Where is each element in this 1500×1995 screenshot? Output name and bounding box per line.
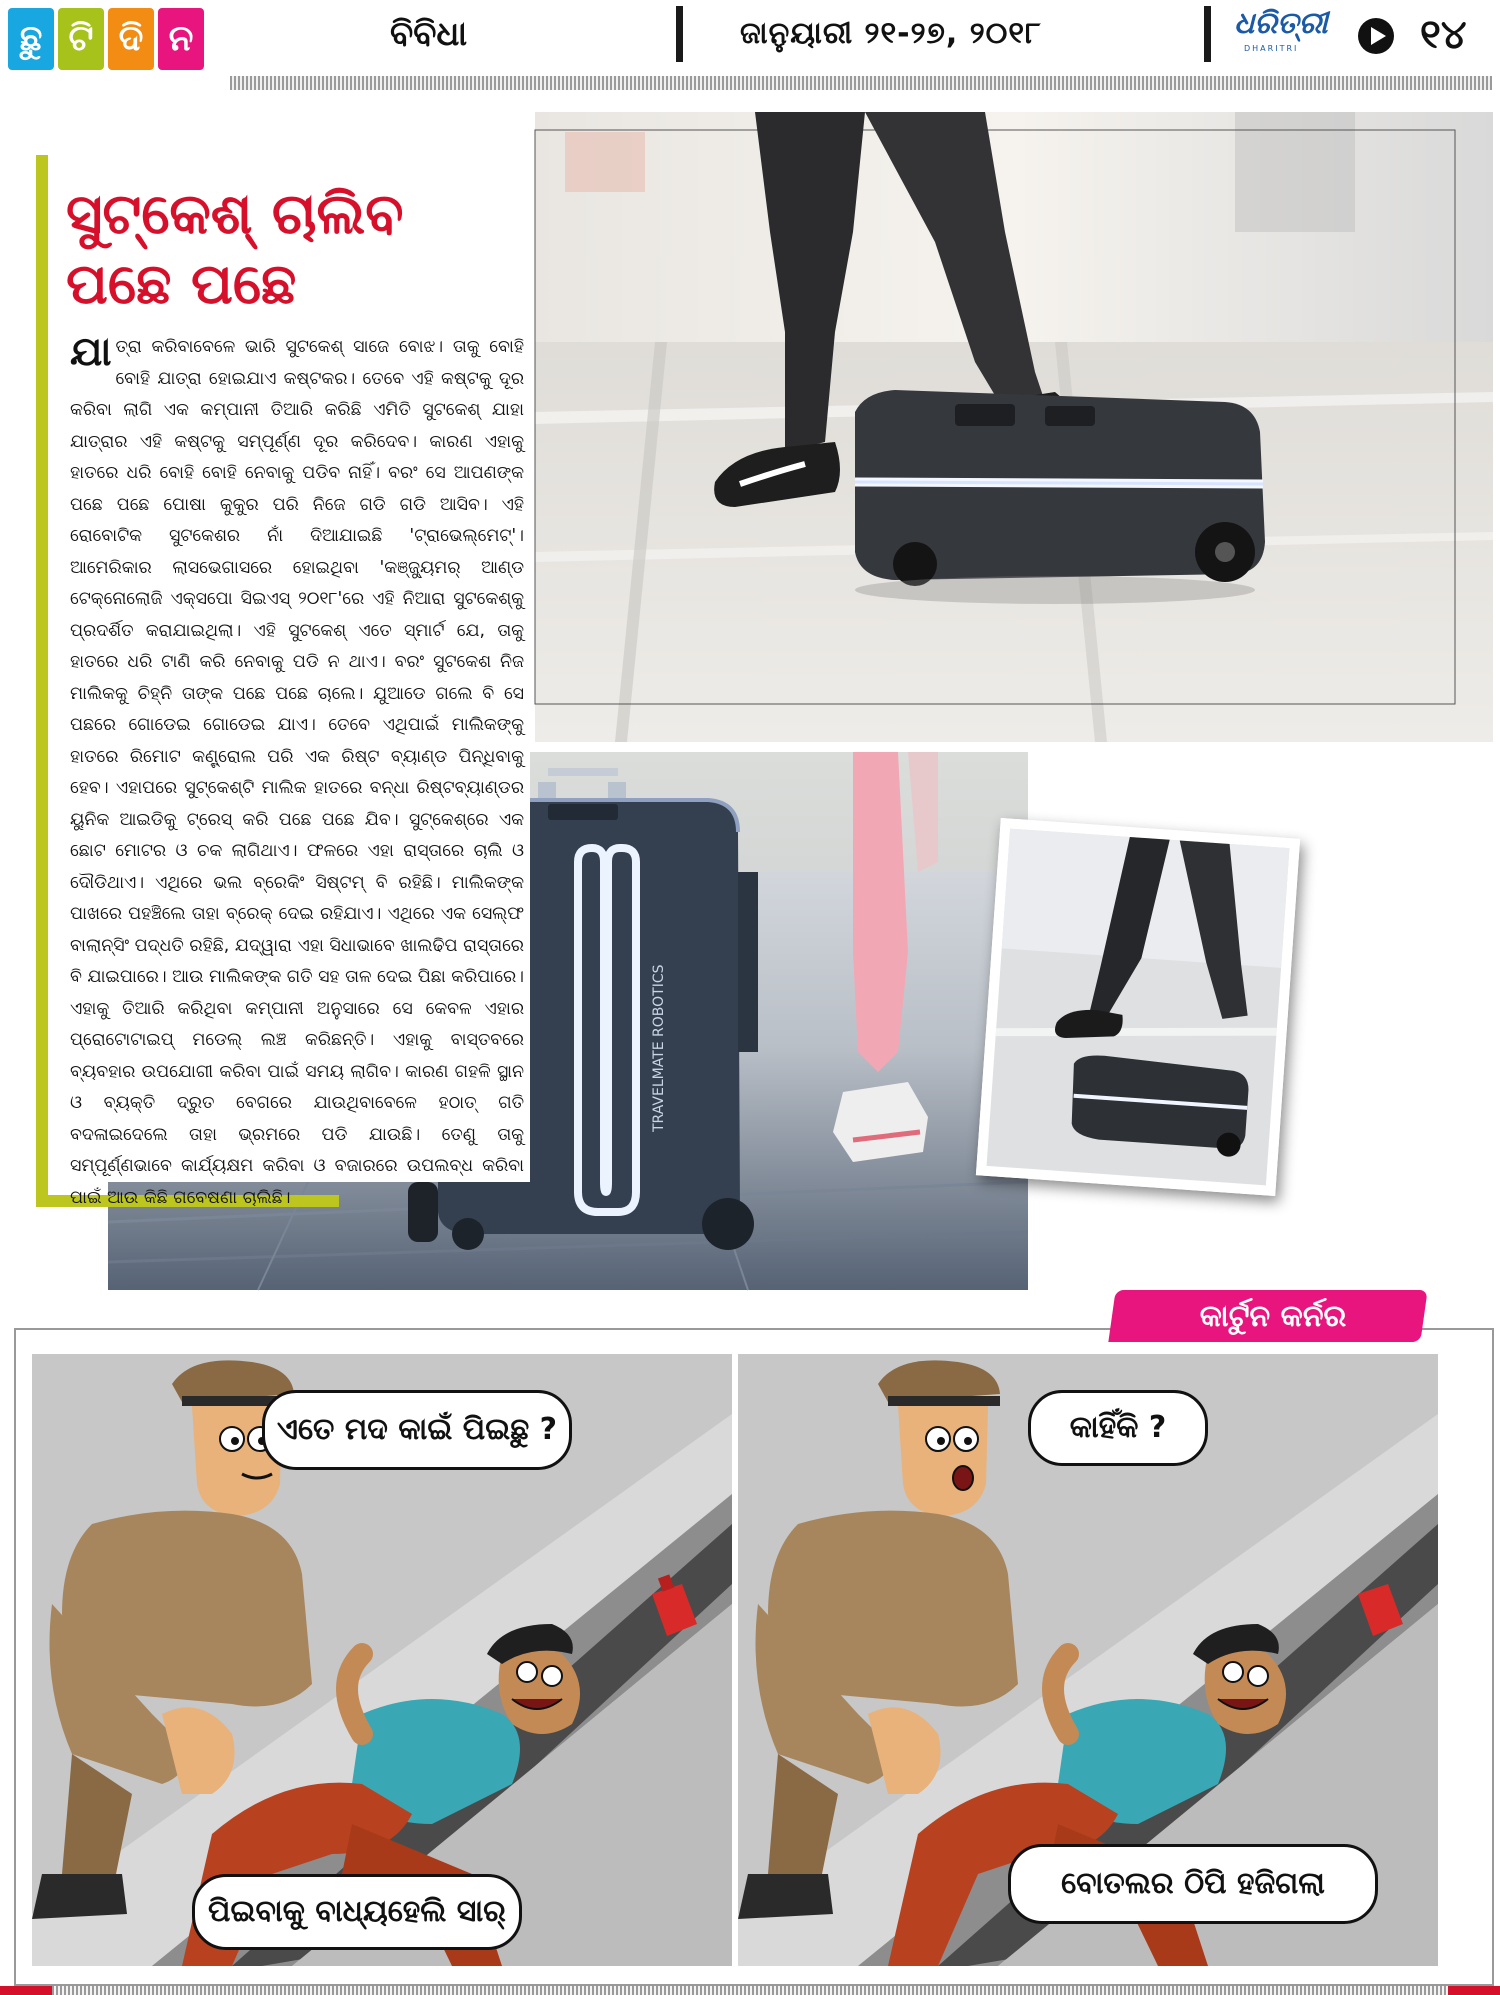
footer-accent-left [0, 1986, 52, 1995]
cartoon-corner-label: କାର୍ଟୁନ କର୍ନର [1199, 1299, 1347, 1334]
supplement-logo [8, 8, 204, 70]
article-body-text: ତ୍ରା କରିବାବେଳେ ଭାରି ସୁଟକେଶ୍ ସାଜେ ବୋଝ। ତାକୁ ବୋହି ବୋହି ଯାତ୍ରା ହୋଇଯାଏ କଷ୍ଟକର। ତେବେ ଏହି କଷ୍ଟକୁ ଦୂର କରିବା ଲାଗି ଏକ କମ୍ପାନୀ ତିଆରି କରିଛି ଏମିତି ସୁଟକେଶ୍ ଯାହା ଯାତ୍ରାର ଏହି କଷ୍ଟକୁ ସମ୍ପୂର୍ଣ୍ଣ ଦୂର କରିଦେବ। କାରଣ ଏହାକୁ ହାତରେ ଧରି ବୋହି ବୋହି ନେବାକୁ ପଡିବ ନାହିଁ। ବରଂ ସେ ଆପଣଙ୍କ ପଛେ ପଛେ ପୋଷା କୁକୁର ପରି ନିଜେ ଗଡି ଗଡି ଆସିବ। ଏହି ରୋବୋଟିକ ସୁଟକେଶର ନାଁ ଦିଆଯାଇଛି 'ଟ୍ରାଭେଲ୍‌ମେଟ୍'। ଆମେରିକାର ଲାସଭେଗାସରେ ହୋଇଥିବା 'କଞ୍ଜ୍ୟୁମର୍ ଆଣ୍ଡ ଟେକ୍ନୋଲୋଜି ଏକ୍ସପୋ ସିଇଏସ୍ ୨୦୧୮'ରେ ଏହି ନିଆରା ସୁଟକେଶ୍‌କୁ ପ୍ରଦର୍ଶିତ କରାଯାଇଥିଲା। ଏହି ସୁଟକେଶ୍ ଏତେ ସ୍ମାର୍ଟ ଯେ, ତାକୁ ହାତରେ ଧରି ଟାଣି କରି ନେବାକୁ ପଡି ନ ଥାଏ। ବରଂ ସୁଟକେଶ ନିଜ ମାଲିକକୁ ଚିହ୍ନି ତାଙ୍କ ପଛେ ପଛେ ଚାଲେ। ଯୁଆଡେ ଗଲେ ବି ସେ ପଛରେ ଗୋଡେଇ ଗୋଡେଇ ଯାଏ। ତେବେ ଏଥିପାଇଁ ମାଲିକଙ୍କୁ ହାତରେ ରିମୋଟ କଣ୍ଟ୍ରୋଲ ପରି ଏକ ରିଷ୍ଟ ବ୍ୟାଣ୍ଡ ପିନ୍ଧିବାକୁ ହେବ। ଏହାପରେ ସୁଟ୍‌କେଶ୍‌ଟି ମାଲିକ ହାତରେ ବନ୍ଧା ରିଷ୍ଟବ୍ୟାଣ୍ଡର ୟୁନିକ ଆଇଡିକୁ ଟ୍ରେସ୍ କରି ପଛେ ପଛେ ଯିବ। ସୁଟ୍‌କେଶ୍‌ରେ ଏକ ଛୋଟ ମୋଟର ଓ ଚକ ଲାଗିଥାଏ। ଫଳରେ ଏହା ରାସ୍ତାରେ ଚାଲି ଓ ଦୌଡିଥାଏ। ଏଥିରେ ଭଲ ବ୍ରେକିଂ ସିଷ୍ଟମ୍ ବି ରହିଛି। ମାଲିକଙ୍କ ପାଖରେ ପହଞ୍ଚିଲେ ତାହା ବ୍ରେକ୍ ଦେଇ ରହିଯାଏ। ଏଥିରେ ଏକ ସେଲ୍ଫ ବାଲାନ୍ସିଂ ପଦ୍ଧତି ରହିଛି, ଯଦ୍ୱାରା ଏହା ସିଧାଭାବେ ଖାଲଢିପ ରାସ୍ତାରେ ବି ଯାଇପାରେ। ଆଉ ମାଲିକଙ୍କ ଗତି ସହ ତାଳ ଦେଇ ପିଛା କରିପାରେ। ଏହାକୁ ତିଆରି କରିଥିବା କମ୍ପାନୀ ଅନୁସାରେ ସେ କେବଳ ଏହାର ପ୍ରୋଟୋଟାଇପ୍ ମଡେଲ୍ ଲଞ୍ଚ କରିଛନ୍ତି। ଏହାକୁ ବାସ୍ତବରେ ବ୍ୟବହାର ଉପଯୋଗୀ କରିବା ପାଇଁ ସମୟ ଲାଗିବ। କାରଣ ଗହଳି ସ୍ଥାନ ଓ ବ୍ୟକ୍ତି ଦ୍ରୁତ ବେଗରେ ଯାଉଥିବାବେଳେ ହଠାତ୍ ଗତି ବଦଳାଇଦେଲେ ତାହା ଭ୍ରମରେ ପଡି ଯାଉଛି। ତେଣୁ ତାକୁ ସମ୍ପୂର୍ଣ୍ଣଭାବେ କାର୍ଯ୍ୟକ୍ଷମ କରିବା ଓ ବଜାରରେ ଉପଲବ୍ଧ କରିବା ପାଇଁ ଆଉ କିଛି ଗବେଷଣା ଚାଲିଛି। [70, 337, 524, 1208]
logo-letter-2: ଟି [58, 8, 104, 70]
section-title: ବିବିଧା [390, 14, 468, 54]
main-photo-suitcase-following [535, 112, 1493, 742]
article-text-box [60, 170, 530, 1208]
newspaper-brand: ଧରିତ୍ରୀ [1234, 6, 1328, 41]
page-number: ୧୪ [1420, 12, 1467, 58]
logo-letter-1: ଛୁ [8, 8, 54, 70]
issue-date: ଜାନୁୟାରୀ ୨୧-୨୭, ୨୦୧୮ [740, 16, 1042, 51]
small-inset-photo [976, 818, 1300, 1196]
header-divider [1204, 6, 1211, 62]
article-headline [66, 180, 526, 320]
footer-accent-right [1448, 1986, 1500, 1995]
footer-rule [0, 1986, 1500, 1995]
cartoon-panel-2 [738, 1354, 1438, 1966]
suitcase-brand-text: TRAVELMATE ROBOTICS [651, 964, 667, 1132]
logo-letter-3: ଦି [108, 8, 154, 70]
logo-letter-4: ନ [158, 8, 204, 70]
drop-cap: ଯା [70, 329, 112, 375]
headline-line-2: ପଛେ ପଛେ [66, 252, 297, 317]
header-rule [230, 76, 1492, 90]
speech-bubble-question-2: କାହିଁକି ? [1028, 1390, 1208, 1466]
speech-bubble-answer-1: ପିଇବାକୁ ବାଧ୍ୟହେଲି ସାର୍ [192, 1874, 522, 1950]
accent-bar-vertical [36, 155, 48, 1207]
cartoon-panel-1 [32, 1354, 732, 1966]
speech-bubble-question-1: ଏତେ ମଦ କାଇଁ ପିଇଛୁ ? [262, 1390, 572, 1470]
headline-line-1: ସୁଟ୍‌କେଶ୍ ଚାଲିବ [66, 182, 404, 247]
newspaper-brand-sub: DHARITRI [1244, 44, 1299, 53]
page-header [0, 0, 1500, 82]
header-divider [676, 6, 683, 62]
play-icon [1358, 18, 1394, 54]
article-body [70, 329, 524, 1208]
speech-bubble-answer-2: ବୋତଲର ଠିପି ହଜିଗଲା [1008, 1844, 1378, 1924]
